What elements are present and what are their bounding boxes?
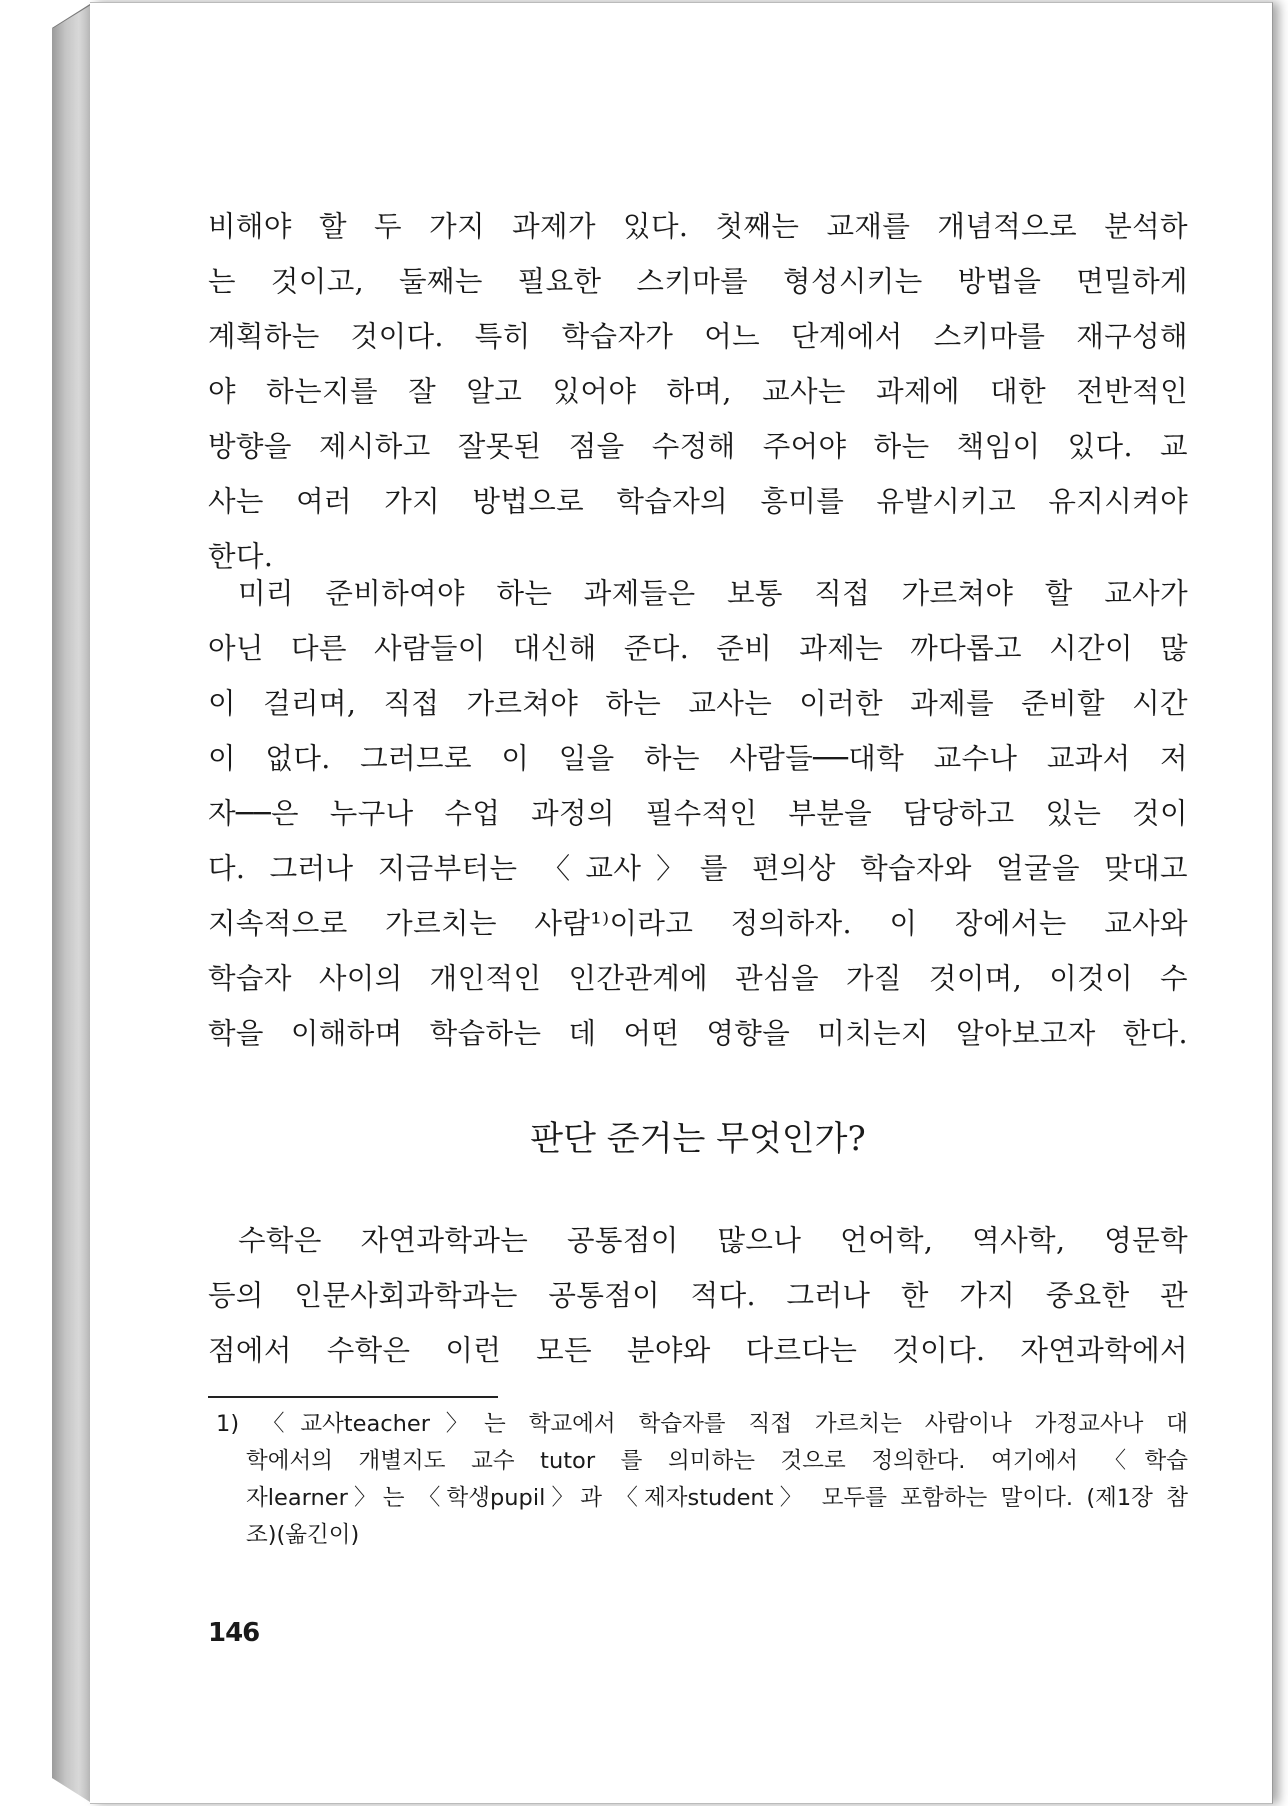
book-page bbox=[90, 2, 1273, 1804]
text-line: 수학은 자연과학과는 공통점이 많으나 언어학, 역사학, 영문학 bbox=[238, 1224, 1188, 1257]
text-line: 지속적으로 가르치는 사람¹⁾이라고 정의하자. 이 장에서는 교사와 bbox=[208, 907, 1188, 940]
text-line: 학습자 사이의 개인적인 인간관계에 관심을 가질 것이며, 이것이 수 bbox=[208, 962, 1188, 995]
text-line: 학을 이해하며 학습하는 데 어떤 영향을 미치는지 알아보고자 한다. bbox=[208, 1017, 1188, 1050]
paragraph-1 bbox=[208, 199, 1188, 584]
text-line: 등의 인문사회과학과는 공통점이 적다. 그러나 한 가지 중요한 관 bbox=[208, 1279, 1188, 1312]
footnote-line: 자learner〉는 〈학생pupil〉과 〈제자student〉 모두를 포함하는 말이다. (제1장 참 bbox=[246, 1485, 1188, 1511]
text-line: 점에서 수학은 이런 모든 분야와 다르다는 것이다. 자연과학에서 bbox=[208, 1334, 1188, 1367]
text-line: 아닌 다른 사람들이 대신해 준다. 준비 과제는 까다롭고 시간이 많 bbox=[208, 632, 1188, 665]
text-line: 사는 여러 가지 방법으로 학습자의 흥미를 유발시키고 유지시켜야 bbox=[208, 485, 1188, 518]
text-line: 다. 그러나 지금부터는 〈교사〉를 편의상 학습자와 얼굴을 맞대고 bbox=[208, 852, 1188, 885]
footnote bbox=[216, 1406, 1188, 1554]
page-number: 146 bbox=[208, 1618, 260, 1648]
text-line: 계획하는 것이다. 특히 학습자가 어느 단계에서 스키마를 재구성해 bbox=[208, 320, 1188, 353]
footnote-line: 조)(옮긴이) bbox=[246, 1522, 360, 1548]
book-spine-edge bbox=[52, 4, 90, 1802]
text-line: 이 걸리며, 직접 가르쳐야 하는 교사는 이러한 과제를 준비할 시간 bbox=[208, 687, 1188, 720]
footnote-line: 1) 〈교사teacher〉는 학교에서 학습자를 직접 가르치는 사람이나 가정교사나 대 bbox=[216, 1411, 1188, 1437]
paragraph-2 bbox=[208, 566, 1188, 1061]
text-line: 자──은 누구나 수업 과정의 필수적인 부분을 담당하고 있는 것이 bbox=[208, 797, 1188, 830]
text-line: 이 없다. 그러므로 이 일을 하는 사람들──대학 교수나 교과서 저 bbox=[208, 742, 1188, 775]
section-heading: 판단 준거는 무엇인가? bbox=[530, 1119, 866, 1159]
text-line: 비해야 할 두 가지 과제가 있다. 첫째는 교재를 개념적으로 분석하 bbox=[208, 210, 1188, 243]
text-line: 는 것이고, 둘째는 필요한 스키마를 형성시키는 방법을 면밀하게 bbox=[208, 265, 1188, 298]
text-line: 방향을 제시하고 잘못된 점을 수정해 주어야 하는 책임이 있다. 교 bbox=[208, 430, 1188, 463]
paragraph-3 bbox=[208, 1213, 1188, 1378]
text-line: 야 하는지를 잘 알고 있어야 하며, 교사는 과제에 대한 전반적인 bbox=[208, 375, 1188, 408]
footnote-line: 학에서의 개별지도 교수 tutor 를 의미하는 것으로 정의한다. 여기에서 〈학습 bbox=[246, 1448, 1188, 1474]
text-line: 미리 준비하여야 하는 과제들은 보통 직접 가르쳐야 할 교사가 bbox=[238, 577, 1188, 610]
text-line: 한다. bbox=[208, 540, 274, 573]
footnote-divider bbox=[208, 1396, 498, 1398]
